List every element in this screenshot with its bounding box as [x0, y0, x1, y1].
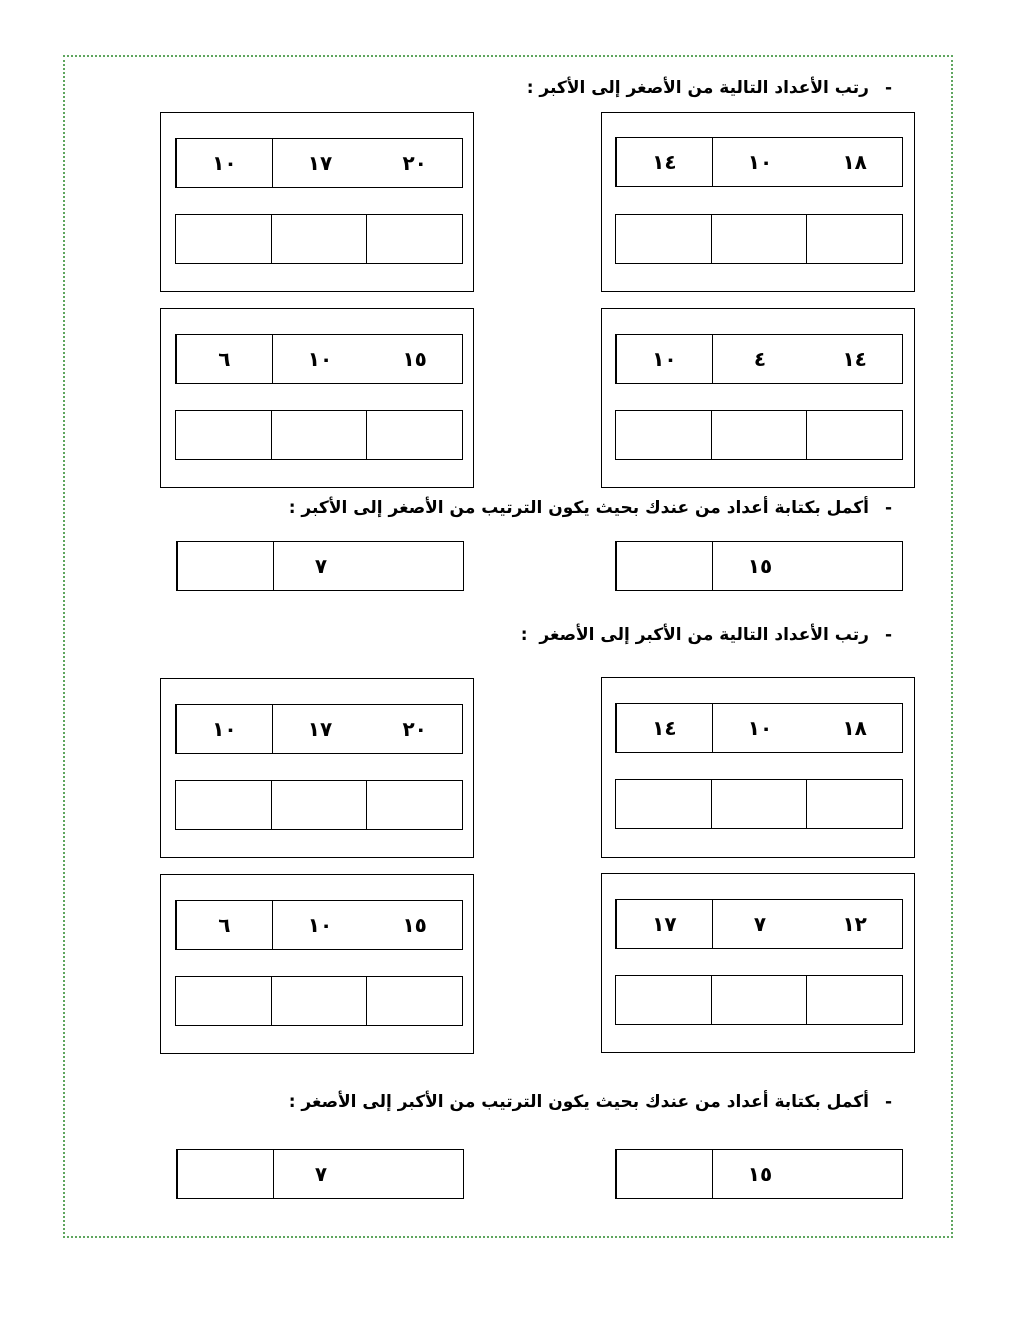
heading-dash: -: [884, 498, 892, 518]
fill-cell[interactable]: [177, 542, 273, 590]
ordering-card: [160, 678, 474, 858]
section-4-heading: [289, 1092, 892, 1112]
number-cell: ١٠: [616, 335, 712, 383]
number-cell: ٢٠: [402, 151, 427, 175]
given-numbers-row: [175, 334, 463, 384]
given-numbers-row: [175, 704, 463, 754]
section-4-title: أكمل بكتابة أعداد من عندك بحيث يكون الترتيب من الأكبر إلى الأصغر :: [288, 1092, 869, 1112]
answer-cell[interactable]: [366, 215, 462, 263]
answer-cell[interactable]: [366, 781, 462, 829]
answer-row: [175, 780, 463, 830]
answer-cell[interactable]: [616, 976, 711, 1024]
number-cell: ١٠: [712, 704, 808, 752]
ordering-card: [160, 308, 474, 488]
answer-row: [615, 779, 903, 829]
fill-cell[interactable]: [177, 1150, 273, 1198]
answer-cell[interactable]: [271, 411, 367, 459]
fill-cell[interactable]: [807, 1150, 902, 1198]
number-cell: ١٠: [272, 901, 368, 949]
answer-cell[interactable]: [366, 977, 462, 1025]
number-cell: ١٨: [842, 716, 867, 740]
number-cell: ١٧: [616, 900, 712, 948]
ordering-card: [601, 112, 915, 292]
number-cell: ٤: [712, 335, 808, 383]
answer-cell[interactable]: [271, 215, 367, 263]
section-1-heading: [527, 78, 892, 98]
given-numbers-row: [175, 138, 463, 188]
number-cell: ١٢: [842, 912, 867, 936]
answer-cell[interactable]: [176, 781, 271, 829]
answer-cell[interactable]: [806, 780, 902, 828]
number-cell: ٦: [176, 335, 272, 383]
answer-cell[interactable]: [806, 411, 902, 459]
answer-cell[interactable]: [711, 780, 807, 828]
answer-row: [615, 975, 903, 1025]
fill-sequence-row: [176, 1149, 464, 1199]
answer-row: [175, 214, 463, 264]
answer-cell[interactable]: [176, 215, 271, 263]
number-cell: ١٨: [842, 150, 867, 174]
given-numbers-row: [615, 899, 903, 949]
answer-row: [615, 214, 903, 264]
answer-cell[interactable]: [366, 411, 462, 459]
fill-cell: ١٥: [712, 542, 808, 590]
number-cell: ١٤: [616, 704, 712, 752]
number-cell: ١٠: [712, 138, 808, 186]
section-3-heading: [521, 625, 892, 645]
number-cell: ٧: [712, 900, 808, 948]
fill-cell[interactable]: [616, 1150, 712, 1198]
answer-cell[interactable]: [711, 976, 807, 1024]
section-1-title: رتب الأعداد التالية من الأصغر إلى الأكبر :: [526, 78, 869, 98]
fill-cell[interactable]: [368, 542, 463, 590]
fill-cell[interactable]: [368, 1150, 463, 1198]
answer-cell[interactable]: [176, 411, 271, 459]
answer-row: [615, 410, 903, 460]
answer-cell[interactable]: [806, 215, 902, 263]
number-cell: ١٠: [176, 139, 272, 187]
answer-cell[interactable]: [271, 781, 367, 829]
answer-row: [175, 410, 463, 460]
number-cell: ١٤: [842, 347, 867, 371]
answer-cell[interactable]: [616, 215, 711, 263]
number-cell: ١٠: [176, 705, 272, 753]
number-cell: ١٠: [272, 335, 368, 383]
given-numbers-row: [615, 703, 903, 753]
number-cell: ١٧: [272, 705, 368, 753]
number-cell: ٦: [176, 901, 272, 949]
fill-cell: ٧: [273, 542, 369, 590]
answer-cell[interactable]: [806, 976, 902, 1024]
ordering-card: [160, 874, 474, 1054]
heading-dash: -: [884, 625, 892, 645]
heading-dash: -: [884, 1092, 892, 1112]
answer-cell[interactable]: [711, 411, 807, 459]
answer-row: [175, 976, 463, 1026]
section-3-title: رتب الأعداد التالية من الأكبر إلى الأصغر :: [520, 625, 869, 645]
heading-dash: -: [884, 78, 892, 98]
number-cell: ١٥: [402, 913, 427, 937]
given-numbers-row: [175, 900, 463, 950]
number-cell: ١٤: [616, 138, 712, 186]
answer-cell[interactable]: [616, 780, 711, 828]
number-cell: ٢٠: [402, 717, 427, 741]
given-numbers-row: [615, 137, 903, 187]
ordering-card: [160, 112, 474, 292]
section-2-title: أكمل بكتابة أعداد من عندك بحيث يكون الترتيب من الأصغر إلى الأكبر :: [288, 498, 869, 518]
number-cell: ١٧: [272, 139, 368, 187]
answer-cell[interactable]: [176, 977, 271, 1025]
ordering-card: [601, 308, 915, 488]
answer-cell[interactable]: [271, 977, 367, 1025]
answer-cell[interactable]: [616, 411, 711, 459]
number-cell: ١٥: [402, 347, 427, 371]
fill-cell: ٧: [273, 1150, 369, 1198]
ordering-card: [601, 873, 915, 1053]
fill-cell: ١٥: [712, 1150, 808, 1198]
ordering-card: [601, 677, 915, 858]
answer-cell[interactable]: [711, 215, 807, 263]
section-2-heading: [289, 498, 892, 518]
fill-sequence-row: [615, 541, 903, 591]
given-numbers-row: [615, 334, 903, 384]
fill-cell[interactable]: [616, 542, 712, 590]
fill-sequence-row: [176, 541, 464, 591]
fill-sequence-row: [615, 1149, 903, 1199]
fill-cell[interactable]: [807, 542, 902, 590]
